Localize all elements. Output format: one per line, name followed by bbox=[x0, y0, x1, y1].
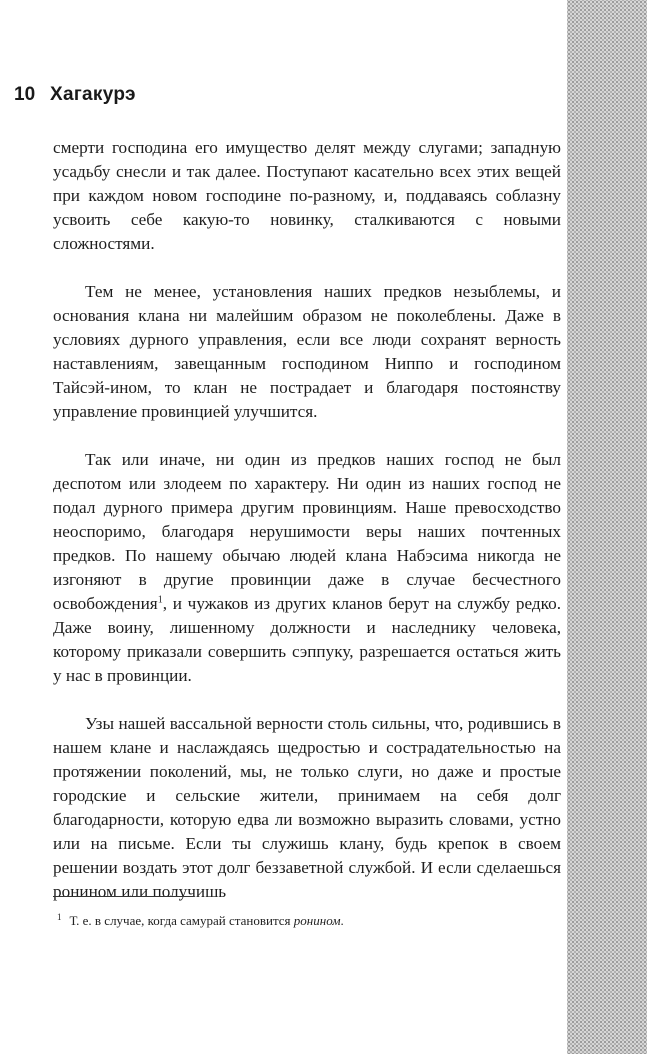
paragraph-2: Тем не менее, установления наших предков незыблемы, и основания клана ни малейшим образом не поколеблены. Даже в условиях дурного управления, если все люди сохранят верность наставлениям, завещанным господином Ниппо и господином Тайсэй-ином, то клан не пострадает и благодаря постоянству управление провинцией улучшится. bbox=[53, 282, 561, 421]
paragraph-1: смерти господина его имущество делят между слугами; западную усадьбу снесли и так далее. Поступают касательно всех этих вещей при каждом новом господине по-разному, и, поддаваясь соблазну усвоить себе какую-то новинку, сталкиваются с новыми сложностями. bbox=[53, 138, 561, 253]
paragraph-4: Узы нашей вассальной верности столь сильны, что, родившись в нашем клане и наслаждаясь щедростью и сострадательностью на протяжении поколений, мы, не только слуги, но даже и простые городские и сельские жители, принимаем на себя долг благодарности, которую едва ли возможно выразить словами, устно или на письме. Если ты служишь клану, будь крепок в своем решении воздать этот долг беззаветной службой. И если сделаешься ронином или получишь bbox=[53, 714, 561, 901]
running-title: Хагакурэ bbox=[50, 84, 136, 105]
paragraph-3-text-end: , и чужаков из других кланов берут на службу редко. Даже воину, лишенному должности и наследнику человека, которому приказали совершить сэппуку, разрешается остаться жить у нас в провинции. bbox=[53, 594, 561, 685]
page-number: 10 bbox=[14, 84, 36, 105]
paragraph-3-text-start: Так или иначе, ни один из предков наших господ не был деспотом или злодеем по характеру. Ни один из наших господ не подал дурного примера другим провинциям. Наше превосходство неоспоримо, благодаря нерушимости веры наших почтенных предков. По нашему обычаю людей клана Набэсима никогда не изгоняют в другие провинции даже в случае бесчестного освобождения bbox=[53, 450, 561, 613]
page-edge-texture bbox=[567, 0, 647, 1054]
running-head bbox=[14, 84, 136, 106]
footnote-reference[interactable]: 1 bbox=[157, 594, 163, 606]
footnote-text: Т. е. в случае, когда самурай становится bbox=[69, 913, 294, 928]
footnote-divider bbox=[53, 896, 194, 897]
footnote-mark: 1 bbox=[57, 911, 62, 922]
footnote-end: . bbox=[340, 913, 344, 928]
footnote bbox=[53, 912, 553, 930]
main-text bbox=[53, 136, 561, 904]
paragraph-3 bbox=[53, 448, 561, 688]
footnote-emphasis: ронином bbox=[293, 913, 341, 928]
